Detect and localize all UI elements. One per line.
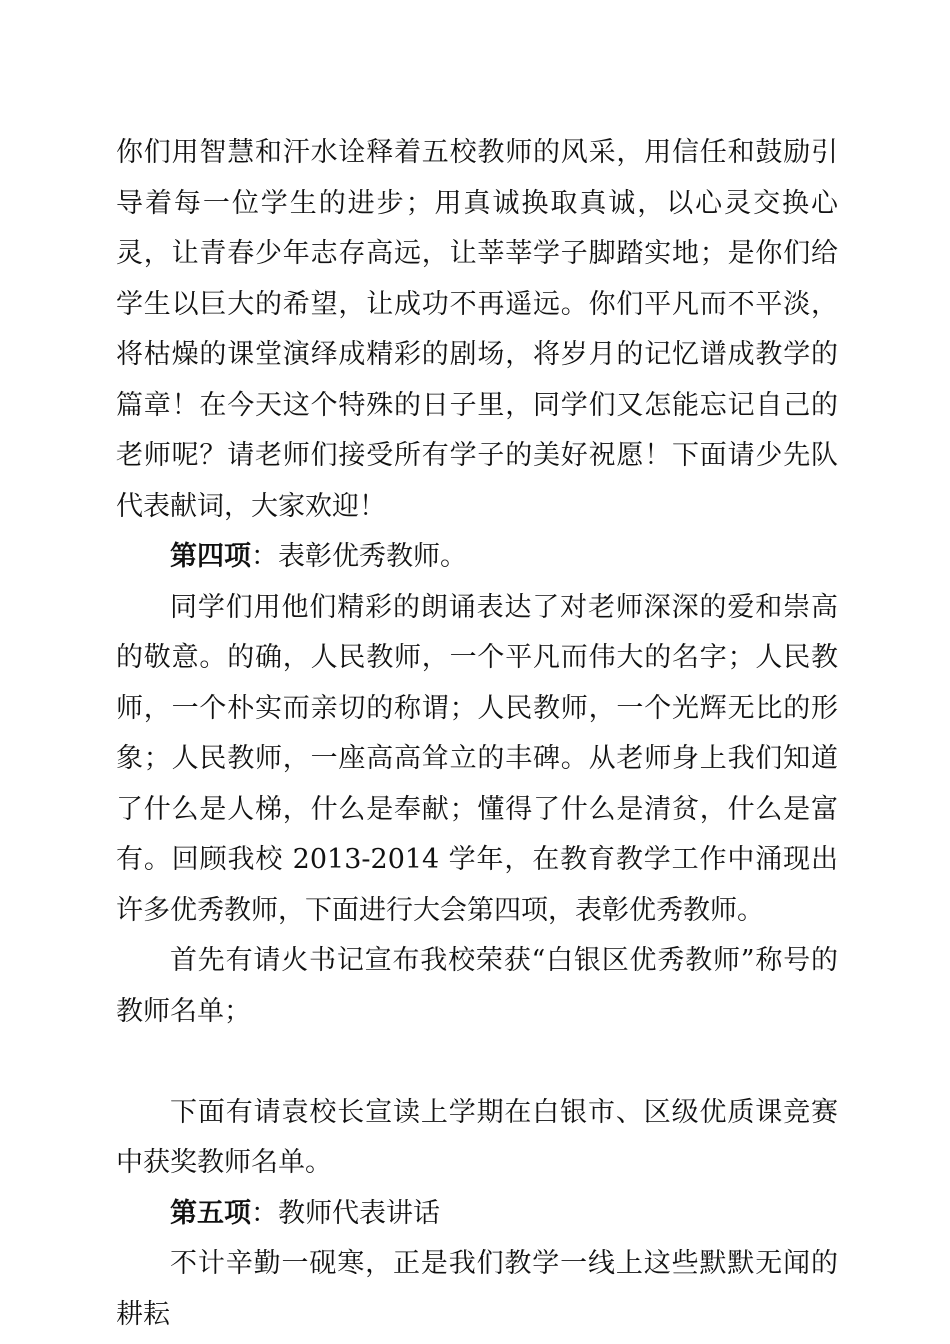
section-label: 第五项 <box>170 1197 251 1229</box>
paragraph-commendation-intro: 同学们用他们精彩的朗诵表达了对老师深深的爱和崇高的敬意。的确，人民教师，一个平凡而伟大的名字；人民教师，一个朴实而亲切的称谓；人民教师，一个光辉无比的形象；人民教师，一座高高耸立的丰碑。从老师身上我们知道了什么是人梯，什么是奉献；懂得了什么是清贫，什么是富有。回顾我校 2013-2014 学年，在教育教学工作中涌现出许多优秀教师，下面进行大会第四项，表彰优秀教师。 <box>116 591 838 926</box>
section-title: ：教师代表讲话 <box>251 1197 440 1229</box>
paragraph-lesson-contest-list: 下面有请袁校长宣读上学期在白银市、区级优质课竞赛中获奖教师名单。 <box>116 1096 838 1178</box>
paragraph-teacher-speech-intro: 不计辛勤一砚寒，正是我们教学一线上这些默默无闻的耕耘 <box>116 1248 838 1330</box>
document-body <box>116 128 838 1340</box>
blank-line <box>116 1037 838 1088</box>
paragraph-district-award-list: 首先有请火书记宣布我校荣获“白银区优秀教师”称号的教师名单； <box>116 945 838 1027</box>
section-heading-item-five <box>116 1189 838 1240</box>
paragraph-teacher-tribute: 你们用智慧和汗水诠释着五校教师的风采，用信任和鼓励引导着每一位学生的进步；用真诚换取真诚，以心灵交换心灵，让青春少年志存高远，让莘莘学子脚踏实地；是你们给学生以巨大的希望，让成功不再遥远。你们平凡而不平淡，将枯燥的课堂演绎成精彩的剧场，将岁月的记忆谱成教学的篇章！在今天这个特殊的日子里，同学们又怎能忘记自己的老师呢？请老师们接受所有学子的美好祝愿！下面请少先队代表献词，大家欢迎！ <box>116 137 838 522</box>
section-title: ：表彰优秀教师。 <box>251 541 467 572</box>
section-label: 第四项 <box>170 541 251 572</box>
section-heading-item-four <box>116 532 838 583</box>
